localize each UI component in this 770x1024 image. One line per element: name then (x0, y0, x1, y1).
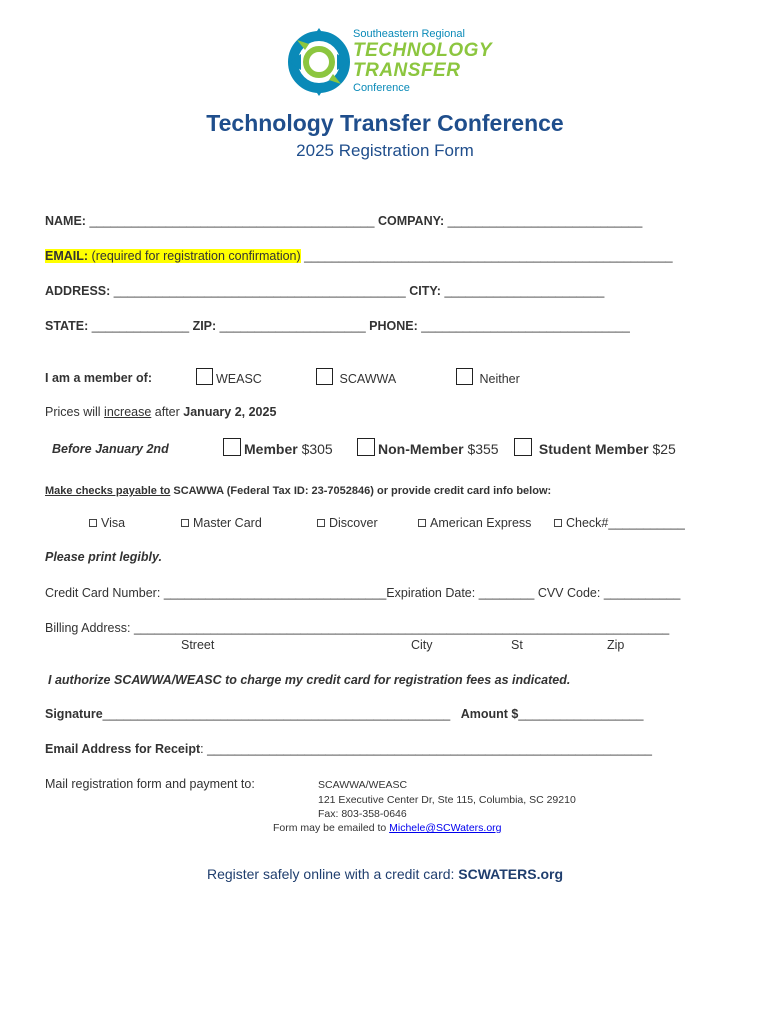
signature-label: Signature (45, 707, 103, 721)
signature-field[interactable]: __________________________________________________ (102, 707, 451, 721)
price-option-member[interactable] (223, 438, 333, 457)
card-cvv-label: CVV Code: (537, 586, 601, 600)
payment-label: Master Card (193, 516, 262, 530)
online-site-link[interactable]: SCWATERS.org (458, 866, 564, 882)
price-member-value: $305 (301, 441, 333, 457)
print-note: Please print legibly. (45, 550, 162, 564)
checks-payable (45, 485, 551, 497)
checkbox-icon[interactable] (357, 438, 375, 456)
mail-email-row (273, 822, 502, 834)
mail-label: Mail registration form and payment to: (45, 777, 255, 791)
logo-line-4: Conference (353, 82, 410, 94)
mail-email-prefix: Form may be emailed to (273, 822, 387, 834)
payment-check[interactable] (554, 516, 685, 530)
billing-field[interactable]: _____________________________________________________________________________ (133, 621, 670, 635)
email-row (45, 249, 673, 263)
price-member-label: Member (244, 441, 298, 457)
membership-option-weasc[interactable] (196, 368, 262, 386)
card-number-label: Credit Card Number: (45, 586, 161, 600)
price-note-date: January 2, 2025 (183, 405, 277, 419)
checkbox-icon[interactable] (554, 519, 562, 527)
mail-fax: Fax: 803-358-0646 (318, 808, 407, 820)
checkbox-icon[interactable] (418, 519, 426, 527)
online-register (0, 866, 770, 882)
mail-org: SCAWWA/WEASC (318, 779, 408, 791)
card-row (45, 586, 680, 600)
logo-line-2: TECHNOLOGY (353, 40, 493, 61)
signature-row (45, 707, 643, 721)
payment-label: Visa (101, 516, 126, 530)
billing-street-label: Street (181, 638, 215, 652)
email-note: (required for registration confirmation) (91, 249, 301, 263)
checkbox-icon[interactable] (514, 438, 532, 456)
billing-label: Billing Address: (45, 621, 131, 635)
phone-label: PHONE: (369, 319, 418, 333)
checkbox-icon[interactable] (456, 368, 473, 385)
email-label: EMAIL: (45, 249, 89, 263)
membership-option-label: Neither (479, 372, 520, 386)
payment-amex[interactable] (418, 516, 531, 530)
price-nonmember-label: Non-Member (378, 441, 464, 457)
membership-option-scawwa[interactable] (316, 368, 396, 386)
checkbox-icon[interactable] (223, 438, 241, 456)
checkbox-icon[interactable] (316, 368, 333, 385)
billing-zip-label: Zip (607, 638, 625, 652)
email-field[interactable]: _____________________________________________________ (304, 249, 673, 263)
price-note-after: after (154, 405, 180, 419)
payment-label: Discover (329, 516, 378, 530)
name-label: NAME: (45, 214, 86, 228)
logo-line-1: Southeastern Regional (353, 28, 465, 40)
payment-label: American Express (430, 516, 532, 530)
billing-state-label: St (511, 638, 523, 652)
payment-discover[interactable] (317, 516, 378, 530)
price-nonmember-value: $355 (467, 441, 499, 457)
name-field[interactable]: _________________________________________ (89, 214, 375, 228)
amount-label: Amount $ (460, 707, 519, 721)
checkbox-icon[interactable] (317, 519, 325, 527)
logo-line-3: TRANSFER (353, 60, 461, 81)
receipt-field[interactable]: : ________________________________________________________________ (200, 742, 653, 756)
price-student-label: Student Member (538, 441, 649, 457)
card-exp-field[interactable]: ________ (478, 586, 535, 600)
billing-city-label: City (411, 638, 433, 652)
card-exp-label: Expiration Date: (386, 586, 476, 600)
membership-option-label: SCAWWA (339, 372, 397, 386)
address-label: ADDRESS: (45, 284, 111, 298)
city-field[interactable]: _______________________ (444, 284, 605, 298)
zip-label: ZIP: (192, 319, 217, 333)
phone-field[interactable]: ______________________________ (421, 319, 630, 333)
payment-mastercard[interactable] (181, 516, 262, 530)
state-label: STATE: (45, 319, 89, 333)
price-period: Before January 2nd (52, 442, 169, 456)
conference-logo (285, 24, 493, 98)
billing-row (45, 621, 669, 635)
payment-visa[interactable] (89, 516, 125, 530)
city-label: CITY: (409, 284, 441, 298)
price-student-value: $25 (652, 441, 676, 457)
receipt-row (45, 742, 652, 756)
card-number-field[interactable]: ________________________________ (163, 586, 387, 600)
checkbox-icon[interactable] (181, 519, 189, 527)
checks-prefix: Make checks payable to (45, 485, 171, 497)
address-row (45, 284, 604, 298)
state-field[interactable]: ______________ (91, 319, 190, 333)
state-row (45, 319, 630, 333)
price-note-prefix: Prices will (45, 405, 101, 419)
online-prefix: Register safely online with a credit card: (206, 866, 455, 882)
authorize-statement: I authorize SCAWWA/WEASC to charge my credit card for registration fees as indicated. (48, 673, 571, 687)
card-cvv-field[interactable]: ___________ (603, 586, 681, 600)
amount-field[interactable]: __________________ (518, 707, 644, 721)
membership-option-label: WEASC (216, 372, 262, 386)
checks-rest: SCAWWA (Federal Tax ID: 23-7052846) or provide credit card info below: (173, 485, 552, 497)
checkbox-icon[interactable] (196, 368, 213, 385)
checkbox-icon[interactable] (89, 519, 97, 527)
membership-option-neither[interactable] (456, 368, 520, 386)
mail-address: 121 Executive Center Dr, Ste 115, Columbia, SC 29210 (318, 794, 576, 806)
receipt-label: Email Address for Receipt (45, 742, 201, 756)
address-field[interactable]: __________________________________________ (113, 284, 406, 298)
zip-field[interactable]: _____________________ (219, 319, 366, 333)
membership-label: I am a member of: (45, 371, 152, 385)
company-field[interactable]: ____________________________ (447, 214, 643, 228)
page-title: Technology Transfer Conference (206, 110, 564, 136)
price-option-nonmember[interactable] (357, 438, 499, 457)
company-label: COMPANY: (377, 214, 445, 228)
payment-label: Check#___________ (566, 516, 685, 530)
mail-email-link[interactable]: Michele@SCWaters.org (389, 822, 502, 834)
price-note (45, 405, 276, 419)
price-option-student[interactable] (514, 438, 676, 457)
price-note-increase: increase (104, 405, 152, 419)
page-subtitle: 2025 Registration Form (296, 141, 474, 160)
name-row (45, 214, 642, 228)
